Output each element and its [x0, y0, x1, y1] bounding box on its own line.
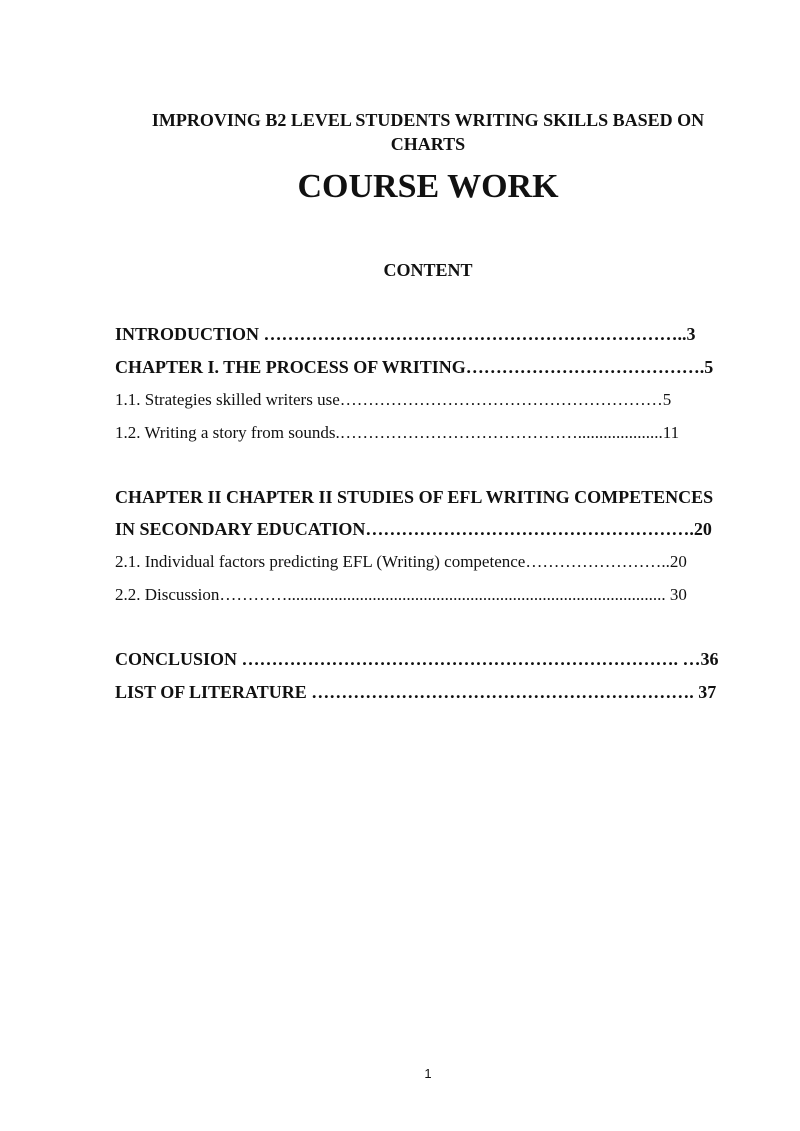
toc-entry-introduction: INTRODUCTION ……………………………………………………………..3 — [115, 324, 696, 344]
toc-entry-section-1-2: 1.2. Writing a story from sounds.……………………………………....................11 — [115, 423, 680, 442]
toc-entry-literature: LIST OF LITERATURE ………………………………………………………. 37 — [115, 682, 717, 702]
toc-entry-section-1-1: 1.1. Strategies skilled writers use…………………………………………………5 — [115, 390, 672, 409]
toc-entry-chapter-2-line-2: IN SECONDARY EDUCATION……………………………………………….20 — [115, 519, 712, 539]
document-subtitle: IMPROVING B2 LEVEL STUDENTS WRITING SKILLS BASED ON CHARTS — [151, 110, 705, 154]
page-number: 1 — [424, 1066, 432, 1081]
toc-entry-chapter-1: CHAPTER I. THE PROCESS OF WRITING………………………………….5 — [115, 357, 714, 377]
toc-entry-section-2-1: 2.1. Individual factors predicting EFL (Writing) competence……………………..20 — [115, 552, 687, 571]
content-heading: CONTENT — [383, 260, 473, 280]
document-title: COURSE WORK — [297, 168, 559, 205]
toc-entry-conclusion: CONCLUSION ………………………………………………………………. …36 — [115, 649, 719, 669]
toc-entry-section-2-2: 2.2. Discussion…………......................................................................................... 30 — [115, 585, 687, 604]
toc-entry-chapter-2-line-1: CHAPTER II CHAPTER II STUDIES OF EFL WRITING COMPETENCES — [115, 487, 714, 507]
